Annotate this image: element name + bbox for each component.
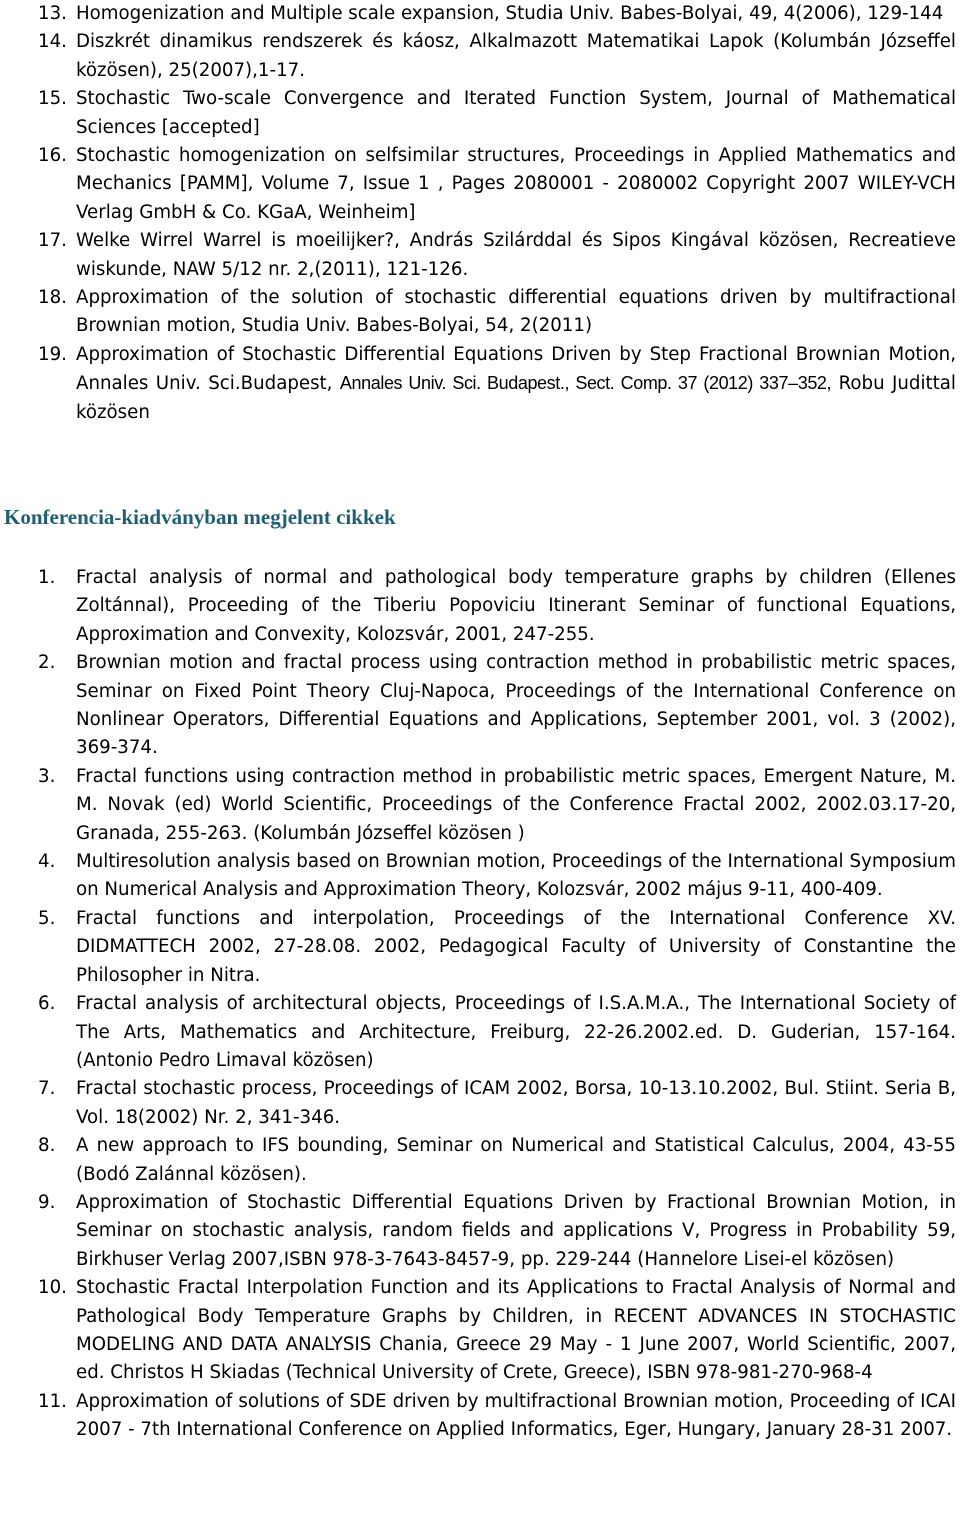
item-number: 13. <box>38 3 67 24</box>
item-text: Stochastic Fractal Interpolation Function and its Applications to Fractal Analysis of Normal and Pathological Body Temperature Graphs by Children, in RECENT ADVANCES IN STOCHASTIC MODELING AND DATA ANALYSIS Chania, Greece 29 May - 1 June 2007, World Scientific, 2007, ed. Christos H Skiadas (Technical University of Crete, Greece), ISBN 978-981-270-968-4 <box>76 1277 956 1384</box>
item-number: 17. <box>38 230 67 252</box>
item-number: 5. <box>38 907 56 929</box>
item-text-citation: Annales Univ. Sci. Budapest., Sect. Comp. 37 (2012) 337–352, <box>339 373 832 394</box>
list-item <box>0 1388 960 1445</box>
section-heading: Konferencia-kiadványban megjelent cikkek <box>4 505 396 529</box>
list-item <box>0 142 960 227</box>
list-item <box>0 763 960 848</box>
item-text: A new approach to IFS bounding, Seminar on Numerical and Statistical Calculus, 2004, 43-55 (Bodó Zalánnal közösen). <box>76 1135 956 1185</box>
item-text: Approximation of Stochastic Differential Equations Driven by Fractional Brownian Motion, in Seminar on stochastic analysis, random fields and applications V, Progress in Probability 59, Birkhuser Verlag 2007,ISBN 978-3-7643-8457-9, pp. 229-244 (Hannelore Lisei-el közösen) <box>76 1191 956 1270</box>
item-text: Brownian motion and fractal process using contraction method in probabilistic metric spaces, Seminar on Fixed Point Theory Cluj-Napoca, Proceedings of the International Conference on Nonlinear Operators, Differential Equations and Applications, September 2001, vol. 3 (2002), 369-374. <box>76 652 956 759</box>
item-text: Fractal analysis of architectural objects, Proceedings of I.S.A.M.A., The International Society of The Arts, Mathematics and Architecture, Freiburg, 22-26.2002.ed. D. Guderian, 157-164. (Antonio Pedro Limaval közösen) <box>76 993 956 1071</box>
item-number: 8. <box>38 1135 56 1157</box>
item-number: 18. <box>38 287 67 309</box>
item-number: 16. <box>38 145 67 167</box>
list-item <box>0 284 960 341</box>
conference-publication-list <box>0 564 960 1445</box>
list-item <box>0 1075 960 1132</box>
item-number: 4. <box>38 851 56 873</box>
list-item <box>0 990 960 1075</box>
item-number: 11. <box>38 1390 67 1412</box>
item-number: 6. <box>38 993 56 1015</box>
item-text: Stochastic homogenization on selfsimilar structures, Proceedings in Applied Mathematics and Mechanics [PAMM], Volume 7, Issue 1 , Pages 2080001 - 2080002 Copyright 2007 WILEY-VCH Verlag GmbH & Co. KGaA, Weinheim] <box>76 145 956 223</box>
item-text-coauthor: Robu Judittal közösen <box>76 373 956 423</box>
item-number: 3. <box>38 765 56 787</box>
list-item <box>0 1132 960 1189</box>
list-item <box>0 85 960 142</box>
item-number: 10. <box>38 1277 67 1299</box>
item-number: 14. <box>38 31 67 53</box>
list-item <box>0 649 960 763</box>
list-item <box>0 0 960 28</box>
item-number: 1. <box>38 567 56 588</box>
item-number: 9. <box>38 1191 56 1213</box>
item-text: Approximation of solutions of SDE driven by multifractional Brownian motion, Proceeding of ICAI 2007 - 7th International Conference on Applied Informatics, Eger, Hungary, January 28-31 2007. <box>76 1390 956 1441</box>
list-item <box>0 1274 960 1388</box>
item-text: Homogenization and Multiple scale expansion, Studia Univ. Babes-Bolyai, 49, 4(2006), 129-144 <box>76 3 944 24</box>
item-text: Fractal functions and interpolation, Proceedings of the International Conference XV. DIDMATTECH 2002, 27-28.08. 2002, Pedagogical Faculty of University of Constantine the Philosopher in Nitra. <box>76 907 956 986</box>
list-item <box>0 227 960 284</box>
item-number: 15. <box>38 88 67 110</box>
list-item <box>0 848 960 905</box>
item-number: 2. <box>38 652 56 674</box>
item-text: Fractal analysis of normal and pathological body temperature graphs by children (Ellenes Zoltánnal), Proceeding of the Tiberiu Popoviciu Itinerant Seminar of functional Equations, Approximation and Convexity, Kolozsvár, 2001, 247-255. <box>76 567 956 645</box>
item-text: Stochastic Two-scale Convergence and Iterated Function System, Journal of Mathematical Sciences [accepted] <box>76 88 956 138</box>
item-text: Multiresolution analysis based on Brownian motion, Proceedings of the International Symposium on Numerical Analysis and Approximation Theory, Kolozsvár, 2002 május 9-11, 400-409. <box>76 851 956 901</box>
list-item <box>0 564 960 649</box>
item-text: Welke Wirrel Warrel is moeilijker?, András Szilárddal és Sipos Kingával közösen, Recreatieve wiskunde, NAW 5/12 nr. 2,(2011), 121-126. <box>76 230 956 280</box>
item-text: Approximation of the solution of stochastic differential equations driven by multifractional Brownian motion, Studia Univ. Babes-Bolyai, 54, 2(2011) <box>76 287 956 337</box>
journal-publication-list <box>0 0 960 427</box>
item-text: Fractal stochastic process, Proceedings of ICAM 2002, Borsa, 10-13.10.2002, Bul. Stiint. Seria B, Vol. 18(2002) Nr. 2, 341-346. <box>76 1078 956 1128</box>
list-item <box>0 905 960 990</box>
item-text <box>76 341 956 427</box>
item-text: Fractal functions using contraction method in probabilistic metric spaces, Emergent Nature, M. M. Novak (ed) World Scientific, Proceedings of the Conference Fractal 2002, 2002.03.17-20, Granada, 255-263. (Kolumbán Józseffel közösen ) <box>76 765 956 844</box>
item-number: 19. <box>38 343 67 365</box>
item-text: Diszkrét dinamikus rendszerek és káosz, Alkalmazott Matematikai Lapok (Kolumbán Józseffel közösen), 25(2007),1-17. <box>76 31 956 81</box>
list-item <box>0 341 960 427</box>
item-number: 7. <box>38 1078 56 1100</box>
list-item <box>0 1189 960 1274</box>
list-item <box>0 28 960 85</box>
item-text-main: Approximation of Stochastic Differential Equations Driven by Step Fractional Brownian Motion, Annales Univ. Sci.Budapest, <box>76 343 956 395</box>
